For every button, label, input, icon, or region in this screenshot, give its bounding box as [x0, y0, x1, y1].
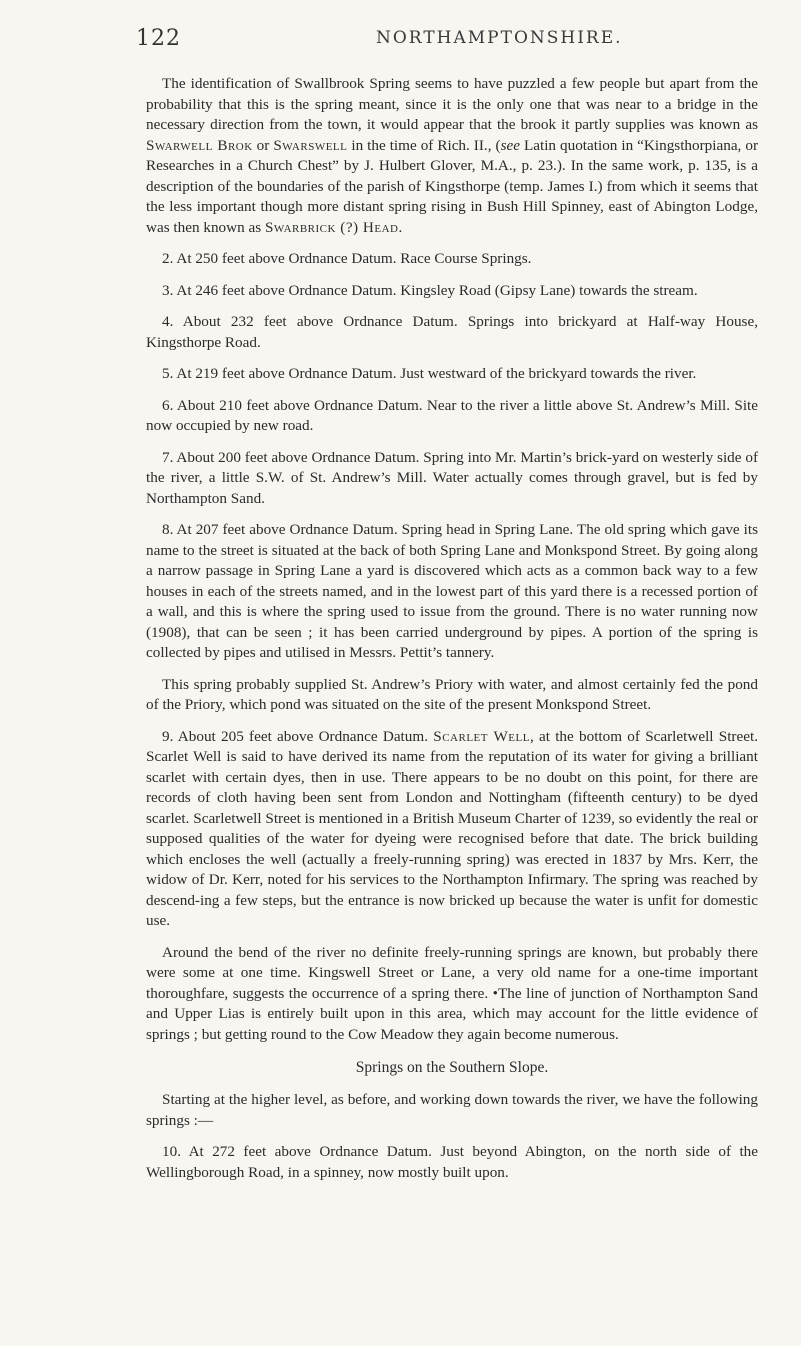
paragraph-intro: The identification of Swallbrook Spring seems to have puzzled a few people but apart from the probability that this is the spring meant, since it is the only one that was near to a bridge in the necessary direction from the town, it would appear that the brook it partly supplies was known as Swarwell Brok or Swarswell in the time of Rich. II., (see Latin quotation in “Kingsthorpiana, or Researches in a Church Chest” by J. Hulbert Glover, M.A., p. 23.). In the same work, p. 135, is a description of the boundaries of the parish of Kingsthorpe (temp. James I.) from which it seems that the less important though more distant spring rising in Bush Hill Spinney, east of Abington Lodge, was then known as Swarbrick (?) Head.: [146, 75, 758, 236]
paragraph-5: 5. At 219 feet above Ordnance Datum. Just westward of the brickyard towards the river.: [162, 365, 697, 382]
running-head: NORTHAMPTONSHIRE.: [376, 28, 623, 48]
paragraph-4: 4. About 232 feet above Ordnance Datum. Springs into brickyard at Half-way House, Kingsthorpe Road.: [146, 313, 758, 351]
paragraph-3: 3. At 246 feet above Ordnance Datum. Kingsley Road (Gipsy Lane) towards the stream.: [162, 281, 698, 299]
swarswell: Swarswell: [273, 136, 348, 154]
paragraph-7: 7. About 200 feet above Ordnance Datum. Spring into Mr. Martin’s brick-yard on westerly side of the river, a little S.W. of St. Andrew’s Mill. Water actually comes through gravel, but is fed by Northampton Sand.: [146, 448, 758, 507]
paragraph-12: 10. At 272 feet above Ordnance Datum. Just beyond Abington, on the north side of the Wellingborough Road, in a spinney, now mostly built upon.: [146, 1143, 758, 1181]
paragraph-8: 8. At 207 feet above Ordnance Datum. Spring head in Spring Lane. The old spring which gave its name to the street is situated at the back of both Spring Lane and Monkspond Street. By going along a narrow passage in Spring Lane a yard is discovered which acts as a common back way to a few houses in each of the streets named, and in the lowest part of this yard there is a recessed portion of a wall, and this is where the spring used to issue from the ground. There is no water running now (1908), that can be seen ; it has been carried underground by pipes. A portion of the spring is collected by pipes and utilised in Messrs. Pettit’s tannery.: [146, 521, 758, 661]
swarbrick-head: Swarbrick (?) Head: [264, 218, 399, 236]
paragraph-11: Starting at the higher level, as before, and working down towards the river, we have the following springs :—: [146, 1091, 758, 1129]
scarlet-well: Scarlet Well: [433, 727, 530, 745]
paragraph-8b: This spring probably supplied St. Andrew’s Priory with water, and almost certainly fed the pond of the Priory, which pond was situated on the site of the present Monkspond Street.: [146, 675, 758, 713]
paragraph-6: 6. About 210 feet above Ordnance Datum. Near to the river a little above St. Andrew’s Mill. Site now occupied by new road.: [146, 396, 758, 434]
paragraph-9: 9. About 205 feet above Ordnance Datum. Scarlet Well, at the bottom of Scarletwell Street. Scarlet Well is said to have derived its name from the reputation of its water for giving a brilliant scarlet with certain dyes, then in use. There appears to be no doubt on this point, for there are records of cloth having been sent from London and Nottingham (fifteenth century) to be dyed scarlet. Scarletwell Street is mentioned in a British Museum Charter of 1239, so evidently the real or supposed qualities of the water for dyeing were recognised before that date. The brick building which encloses the well (actually a freely-running spring) was erected in 1837 by Mrs. Kerr, the widow of Dr. Kerr, noted for his services to the Northampton Infirmary. The spring was reached by descend-ing a few steps, but the entrance is now bricked up because the water is unfit for domestic use.: [146, 727, 758, 929]
paragraph-10: Around the bend of the river no definite freely-running springs are known, but probably there were some at one time. Kingswell Street or Lane, a very old name for a one-time important thoroughfare, suggests the occurrence of a spring there. •The line of junction of Northampton Sand and Upper Lias is entirely built upon in this area, which may account for the little evidence of springs ; but getting round to the Cow Meadow they again become numerous.: [146, 943, 758, 1043]
section-heading: Springs on the Southern Slope.: [355, 1059, 549, 1076]
swarwell-brok: Swarwell Brok: [146, 136, 253, 154]
page-number: 122: [136, 26, 181, 51]
page-header: [136, 26, 776, 56]
paragraph-2: 2. At 250 feet above Ordnance Datum. Race Course Springs.: [162, 250, 532, 267]
page-body: [146, 74, 758, 1183]
